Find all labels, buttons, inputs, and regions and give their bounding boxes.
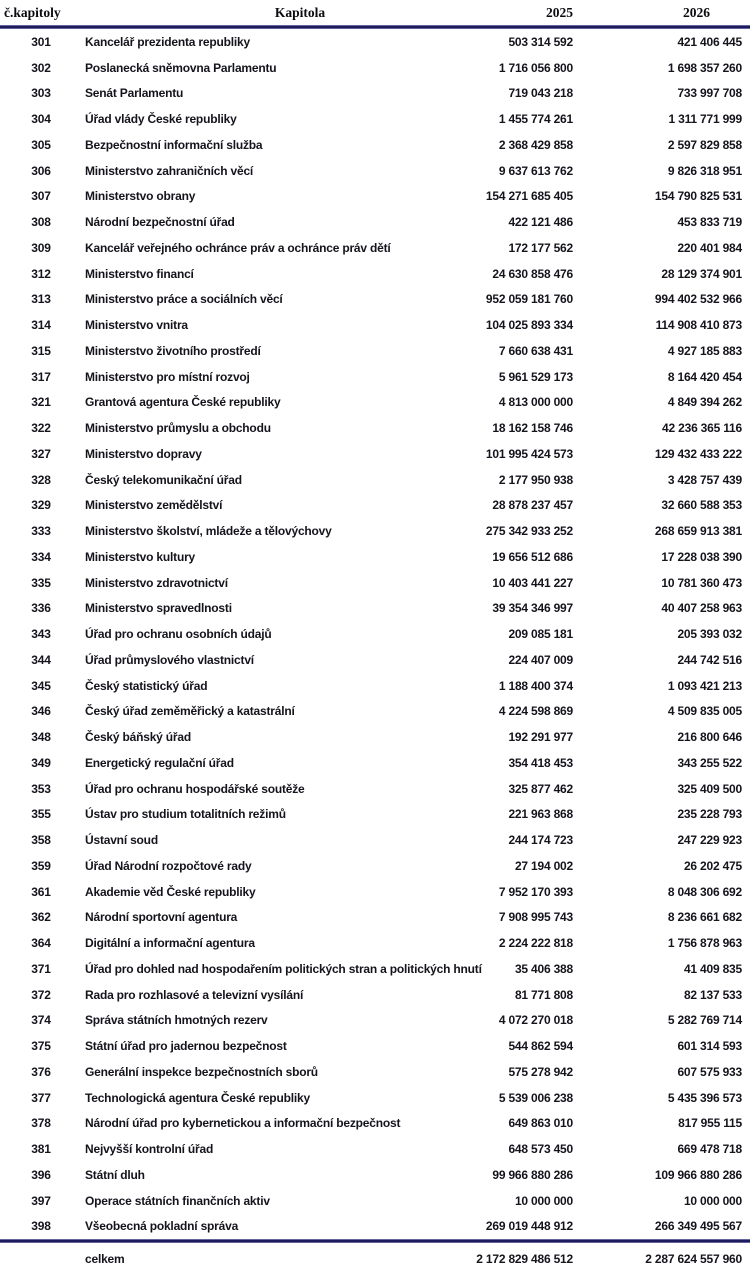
chapter-name: Státní úřad pro jadernou bezpečnost <box>85 1039 287 1054</box>
table-row <box>0 802 742 828</box>
value-2026: 1 698 357 260 <box>667 60 742 75</box>
header-year-2025: 2025 <box>546 4 573 20</box>
value-2025: 354 418 453 <box>508 755 573 770</box>
value-2026: 154 790 825 531 <box>654 189 742 204</box>
table-row <box>0 724 742 750</box>
chapter-name: Státní dluh <box>85 1167 145 1182</box>
value-2025: 99 966 880 286 <box>492 1167 573 1182</box>
value-2026: 8 236 661 682 <box>667 910 742 925</box>
value-2025: 422 121 486 <box>508 215 573 230</box>
chapter-number: 335 <box>31 575 51 590</box>
value-2026: 601 314 593 <box>677 1039 742 1054</box>
table-row <box>0 776 742 802</box>
value-2026: 247 229 923 <box>677 833 742 848</box>
value-2025: 28 878 237 457 <box>492 498 573 513</box>
value-2026: 4 927 185 883 <box>667 343 742 358</box>
chapter-name: Národní bezpečnostní úřad <box>85 215 235 230</box>
value-2026: 4 509 835 005 <box>667 704 742 719</box>
total-value-2026: 2 287 624 557 960 <box>645 1252 742 1267</box>
value-2026: 40 407 258 963 <box>661 601 742 616</box>
table-row <box>0 287 742 313</box>
value-2025: 18 162 158 746 <box>492 421 573 436</box>
chapter-number: 315 <box>31 343 51 358</box>
chapter-name: Ministerstvo vnitra <box>85 318 188 333</box>
value-2025: 209 085 181 <box>508 627 573 642</box>
table-row <box>0 261 742 287</box>
table-row <box>0 1111 742 1137</box>
value-2025: 7 952 170 393 <box>498 884 573 899</box>
value-2025: 544 862 594 <box>508 1039 573 1054</box>
table-row <box>0 493 742 519</box>
value-2025: 2 224 222 818 <box>498 936 573 951</box>
table-row <box>0 982 742 1008</box>
table-row <box>0 312 742 338</box>
value-2026: 5 282 769 714 <box>667 1013 742 1028</box>
chapter-name: Technologická agentura České republiky <box>85 1090 310 1105</box>
chapter-name: Ministerstvo dopravy <box>85 446 202 461</box>
chapter-name: Grantová agentura České republiky <box>85 395 281 410</box>
value-2026: 343 255 522 <box>677 755 742 770</box>
table-row <box>0 699 742 725</box>
value-2026: 669 478 718 <box>677 1142 742 1157</box>
value-2026: 266 349 495 567 <box>654 1219 742 1234</box>
value-2025: 575 278 942 <box>508 1064 573 1079</box>
chapter-number: 358 <box>31 833 51 848</box>
table-row <box>0 596 742 622</box>
value-2025: 192 291 977 <box>508 730 573 745</box>
table-header-row <box>0 0 742 25</box>
value-2025: 648 573 450 <box>508 1142 573 1157</box>
table-row <box>0 132 742 158</box>
value-2025: 9 637 613 762 <box>498 163 573 178</box>
value-2025: 10 000 000 <box>514 1193 573 1208</box>
table-row <box>0 930 742 956</box>
value-2026: 32 660 588 353 <box>661 498 742 513</box>
value-2025: 104 025 893 334 <box>485 318 573 333</box>
value-2025: 39 354 346 997 <box>492 601 573 616</box>
value-2025: 1 188 400 374 <box>498 678 573 693</box>
chapter-number: 372 <box>31 987 51 1002</box>
chapter-name: Ministerstvo spravedlnosti <box>85 601 232 616</box>
chapter-number: 317 <box>31 369 51 384</box>
value-2025: 2 368 429 858 <box>498 137 573 152</box>
value-2026: 1 756 878 963 <box>667 936 742 951</box>
table-row <box>0 1033 742 1059</box>
chapter-number: 303 <box>31 86 51 101</box>
table-row <box>0 106 742 132</box>
value-2025: 35 406 388 <box>514 961 573 976</box>
table-row <box>0 570 742 596</box>
table-row <box>0 750 742 776</box>
chapter-name: Ministerstvo práce a sociálních věcí <box>85 292 283 307</box>
table-row <box>0 621 742 647</box>
value-2026: 9 826 318 951 <box>667 163 742 178</box>
table-body <box>0 29 742 1239</box>
table-row <box>0 1136 742 1162</box>
chapter-name: Ministerstvo obrany <box>85 189 196 204</box>
chapter-name: Úřad pro dohled nad hospodařením politických stran a politických hnutí <box>85 961 482 976</box>
table-row <box>0 518 742 544</box>
table-row <box>0 338 742 364</box>
chapter-number: 397 <box>31 1193 51 1208</box>
value-2026: 8 048 306 692 <box>667 884 742 899</box>
chapter-number: 359 <box>31 858 51 873</box>
value-2025: 81 771 808 <box>514 987 573 1002</box>
value-2025: 7 908 995 743 <box>498 910 573 925</box>
chapter-name: Digitální a informační agentura <box>85 936 255 951</box>
table-row <box>0 1008 742 1034</box>
value-2026: 733 997 708 <box>677 86 742 101</box>
chapter-number: 343 <box>31 627 51 642</box>
value-2026: 42 236 365 116 <box>662 421 742 436</box>
chapter-name: Rada pro rozhlasové a televizní vysílání <box>85 987 304 1002</box>
value-2026: 10 000 000 <box>683 1193 742 1208</box>
chapter-name: Ministerstvo zemědělství <box>85 498 223 513</box>
chapter-name: Bezpečnostní informační služba <box>85 137 263 152</box>
chapter-name: Ministerstvo zdravotnictví <box>85 575 228 590</box>
value-2026: 129 432 433 222 <box>654 446 742 461</box>
chapter-number: 304 <box>31 112 51 127</box>
value-2025: 325 877 462 <box>508 781 573 796</box>
table-row <box>0 1085 742 1111</box>
chapter-number: 321 <box>31 395 51 410</box>
chapter-name: Úřad průmyslového vlastnictví <box>85 652 254 667</box>
total-value-2025: 2 172 829 486 512 <box>476 1252 573 1267</box>
table-row <box>0 853 742 879</box>
value-2025: 719 043 218 <box>508 86 573 101</box>
chapter-name: Energetický regulační úřad <box>85 755 234 770</box>
chapter-number: 364 <box>31 936 51 951</box>
value-2025: 7 660 638 431 <box>498 343 573 358</box>
value-2026: 607 575 933 <box>677 1064 742 1079</box>
header-chapter-number: č.kapitoly <box>4 4 61 20</box>
chapter-number: 345 <box>31 678 51 693</box>
value-2025: 1 455 774 261 <box>498 112 573 127</box>
value-2025: 1 716 056 800 <box>498 60 573 75</box>
chapter-name: Národní úřad pro kybernetickou a informační bezpečnost <box>85 1116 401 1131</box>
value-2026: 8 164 420 454 <box>667 369 742 384</box>
chapter-name: Kancelář prezidenta republiky <box>85 34 250 49</box>
value-2026: 3 428 757 439 <box>667 472 742 487</box>
value-2026: 26 202 475 <box>683 858 742 873</box>
chapter-number: 371 <box>31 961 51 976</box>
chapter-name: Národní sportovní agentura <box>85 910 238 925</box>
value-2026: 109 966 880 286 <box>654 1167 742 1182</box>
table-row <box>0 390 742 416</box>
value-2025: 154 271 685 405 <box>485 189 573 204</box>
value-2025: 503 314 592 <box>508 34 573 49</box>
table-row <box>0 1162 742 1188</box>
chapter-number: 353 <box>31 781 51 796</box>
value-2025: 27 194 002 <box>514 858 573 873</box>
chapter-name: Ústav pro studium totalitních režimů <box>85 807 286 822</box>
value-2025: 10 403 441 227 <box>492 575 573 590</box>
chapter-name: Ústavní soud <box>85 833 158 848</box>
table-row <box>0 415 742 441</box>
chapter-number: 328 <box>31 472 51 487</box>
value-2025: 221 963 868 <box>508 807 573 822</box>
value-2025: 19 656 512 686 <box>492 549 573 564</box>
table-row <box>0 1188 742 1214</box>
table-row <box>0 905 742 931</box>
chapter-number: 327 <box>31 446 51 461</box>
table-row <box>0 1059 742 1085</box>
value-2026: 1 311 771 999 <box>668 112 742 127</box>
value-2026: 235 228 793 <box>677 807 742 822</box>
chapter-name: Ministerstvo zahraničních věcí <box>85 163 254 178</box>
chapter-number: 362 <box>31 910 51 925</box>
chapter-number: 302 <box>31 60 51 75</box>
header-chapter-name: Kapitola <box>274 4 326 20</box>
chapter-name: Kancelář veřejného ochránce práv a ochránce práv dětí <box>85 240 391 255</box>
chapter-name: Český telekomunikační úřad <box>85 472 242 487</box>
total-label: celkem <box>85 1252 125 1267</box>
value-2025: 4 072 270 018 <box>498 1013 573 1028</box>
chapter-number: 307 <box>31 189 51 204</box>
chapter-number: 374 <box>31 1013 51 1028</box>
table-row <box>0 235 742 261</box>
table-row <box>0 467 742 493</box>
chapter-number: 348 <box>31 730 51 745</box>
value-2025: 101 995 424 573 <box>485 446 573 461</box>
chapter-number: 346 <box>31 704 51 719</box>
table-row <box>0 441 742 467</box>
value-2026: 114 908 410 873 <box>655 318 742 333</box>
table-row <box>0 184 742 210</box>
chapter-name: Ministerstvo životního prostředí <box>85 343 261 358</box>
chapter-name: Úřad Národní rozpočtové rady <box>85 858 252 873</box>
chapter-name: Ministerstvo financí <box>85 266 194 281</box>
chapter-number: 322 <box>31 421 51 436</box>
value-2026: 421 406 445 <box>677 34 742 49</box>
chapter-number: 377 <box>31 1090 51 1105</box>
value-2026: 1 093 421 213 <box>667 678 742 693</box>
chapter-number: 329 <box>31 498 51 513</box>
value-2026: 4 849 394 262 <box>667 395 742 410</box>
chapter-number: 312 <box>31 266 51 281</box>
chapter-number: 376 <box>31 1064 51 1079</box>
chapter-number: 308 <box>31 215 51 230</box>
table-row <box>0 29 742 55</box>
table-row <box>0 158 742 184</box>
table-row <box>0 1214 742 1240</box>
chapter-name: Správa státních hmotných rezerv <box>85 1013 268 1028</box>
value-2026: 994 402 532 966 <box>654 292 742 307</box>
chapter-name: Ministerstvo školství, mládeže a tělovýchovy <box>85 524 332 539</box>
chapter-name: Úřad pro ochranu hospodářské soutěže <box>85 781 305 796</box>
value-2026: 41 409 835 <box>683 961 742 976</box>
value-2026: 220 401 984 <box>677 240 742 255</box>
chapter-number: 361 <box>31 884 51 899</box>
value-2025: 5 539 006 238 <box>498 1090 573 1105</box>
value-2025: 24 630 858 476 <box>492 266 573 281</box>
table-row <box>0 673 742 699</box>
value-2026: 5 435 396 573 <box>667 1090 742 1105</box>
chapter-number: 313 <box>31 292 51 307</box>
table-row <box>0 81 742 107</box>
chapter-name: Český úřad zeměměřický a katastrální <box>85 704 295 719</box>
chapter-number: 301 <box>31 34 51 49</box>
table-row <box>0 55 742 81</box>
value-2026: 453 833 719 <box>677 215 742 230</box>
value-2025: 275 342 933 252 <box>485 524 573 539</box>
value-2026: 205 393 032 <box>677 627 742 642</box>
table-row <box>0 544 742 570</box>
chapter-name: Akademie věd České republiky <box>85 884 256 899</box>
chapter-name: Všeobecná pokladní správa <box>85 1219 239 1234</box>
value-2026: 17 228 038 390 <box>661 549 742 564</box>
table-row <box>0 956 742 982</box>
chapter-number: 349 <box>31 755 51 770</box>
value-2026: 82 137 533 <box>683 987 742 1002</box>
value-2025: 5 961 529 173 <box>498 369 573 384</box>
table-row <box>0 364 742 390</box>
chapter-name: Ministerstvo kultury <box>85 549 196 564</box>
chapter-name: Úřad pro ochranu osobních údajů <box>85 627 272 642</box>
value-2026: 268 659 913 381 <box>654 524 742 539</box>
chapter-name: Nejvyšší kontrolní úřad <box>85 1142 214 1157</box>
chapter-name: Operace státních finančních aktiv <box>85 1193 270 1208</box>
value-2025: 2 177 950 938 <box>498 472 573 487</box>
chapter-number: 398 <box>31 1219 51 1234</box>
chapter-number: 381 <box>31 1142 51 1157</box>
chapter-name: Český statistický úřad <box>85 678 208 693</box>
value-2026: 817 955 115 <box>678 1116 742 1131</box>
chapter-name: Český báňský úřad <box>85 730 191 745</box>
chapter-name: Úřad vlády České republiky <box>85 112 237 127</box>
value-2025: 4 224 598 869 <box>498 704 573 719</box>
chapter-number: 333 <box>31 524 51 539</box>
table-row <box>0 209 742 235</box>
value-2026: 28 129 374 901 <box>661 266 742 281</box>
value-2025: 269 019 448 912 <box>485 1219 573 1234</box>
value-2025: 224 407 009 <box>508 652 573 667</box>
chapter-number: 334 <box>31 549 51 564</box>
value-2025: 244 174 723 <box>508 833 573 848</box>
table-row <box>0 879 742 905</box>
chapter-name: Ministerstvo pro místní rozvoj <box>85 369 250 384</box>
chapter-number: 305 <box>31 137 51 152</box>
value-2026: 10 781 360 473 <box>661 575 742 590</box>
value-2026: 325 409 500 <box>677 781 742 796</box>
chapter-number: 306 <box>31 163 51 178</box>
value-2025: 952 059 181 760 <box>485 292 573 307</box>
value-2025: 4 813 000 000 <box>498 395 573 410</box>
value-2026: 244 742 516 <box>677 652 742 667</box>
chapter-name: Senát Parlamentu <box>85 86 184 101</box>
value-2025: 649 863 010 <box>508 1116 573 1131</box>
value-2026: 2 597 829 858 <box>667 137 742 152</box>
total-row <box>0 1243 742 1275</box>
chapter-name: Poslanecká sněmovna Parlamentu <box>85 60 277 75</box>
chapter-number: 396 <box>31 1167 51 1182</box>
chapter-number: 355 <box>31 807 51 822</box>
chapter-number: 309 <box>31 240 51 255</box>
chapter-name: Ministerstvo průmyslu a obchodu <box>85 421 271 436</box>
chapter-name: Generální inspekce bezpečnostních sborů <box>85 1064 318 1079</box>
chapter-number: 375 <box>31 1039 51 1054</box>
chapter-number: 314 <box>31 318 51 333</box>
table-row <box>0 647 742 673</box>
table-row <box>0 827 742 853</box>
value-2026: 216 800 646 <box>677 730 742 745</box>
header-year-2026: 2026 <box>683 4 710 20</box>
value-2025: 172 177 562 <box>508 240 573 255</box>
chapter-number: 344 <box>31 652 51 667</box>
chapter-number: 378 <box>31 1116 51 1131</box>
chapter-number: 336 <box>31 601 51 616</box>
